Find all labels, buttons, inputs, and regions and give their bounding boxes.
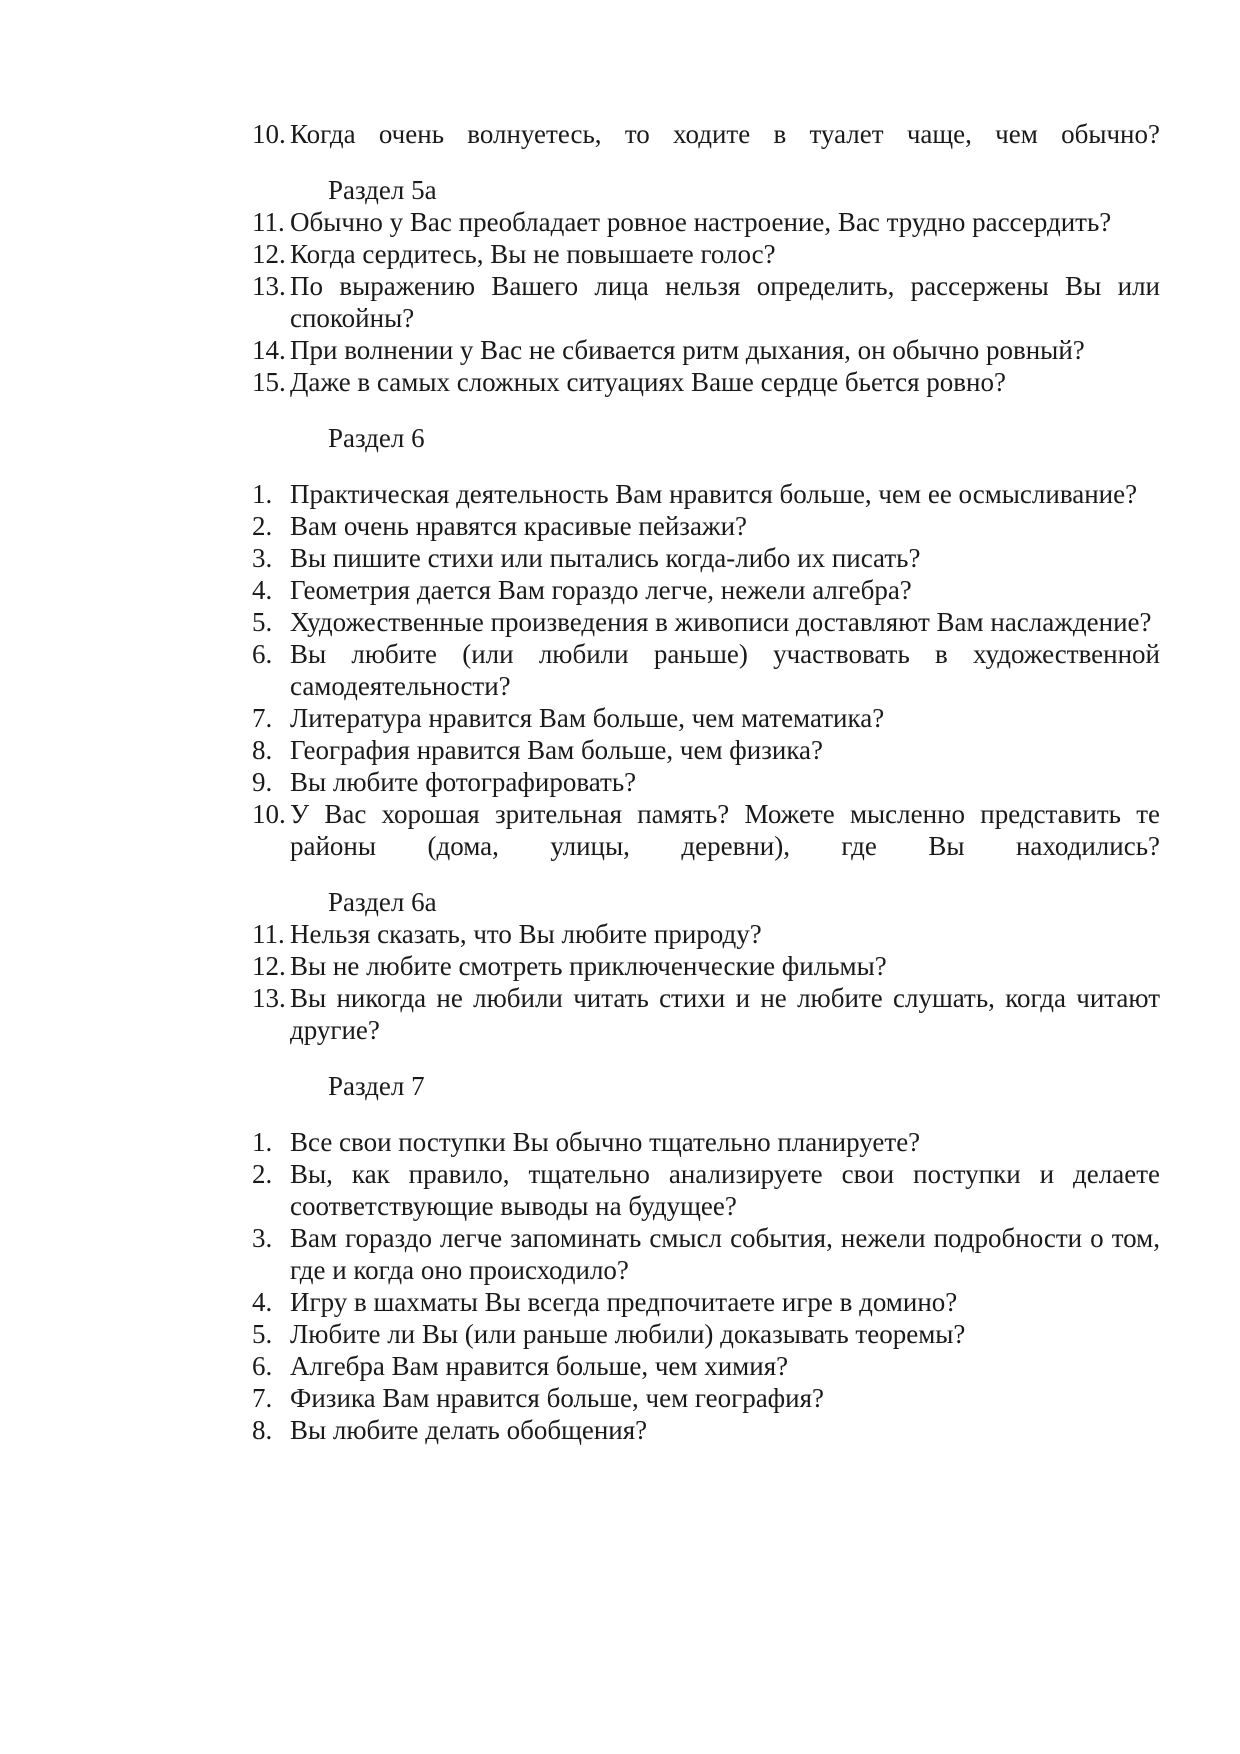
question-item xyxy=(252,1158,1160,1222)
question-text: Геометрия дается Вам гораздо легче, нежели алгебра? xyxy=(290,575,912,605)
question-text: У Вас хорошая зрительная память? Можете мысленно представить те районы (дома, улицы, деревни), где Вы находились? xyxy=(290,799,1160,861)
question-item xyxy=(252,118,1160,150)
question-text: Литература нравится Вам больше, чем математика? xyxy=(290,703,885,733)
question-item xyxy=(252,574,1160,606)
question-text: Алгебра Вам нравится больше, чем химия? xyxy=(290,1351,789,1381)
question-number: 10. xyxy=(252,799,286,829)
question-number: 3. xyxy=(252,543,273,573)
question-item xyxy=(252,478,1160,510)
question-item xyxy=(252,734,1160,766)
question-item xyxy=(252,982,1160,1046)
question-item xyxy=(252,798,1160,862)
question-number: 1. xyxy=(252,1127,273,1157)
question-text: География нравится Вам больше, чем физика? xyxy=(290,735,824,765)
question-number: 5. xyxy=(252,607,273,637)
question-number: 5. xyxy=(252,1319,273,1349)
question-text: Когда сердитесь, Вы не повышаете голос? xyxy=(290,239,776,269)
question-number: 6. xyxy=(252,1351,273,1381)
question-number: 4. xyxy=(252,575,273,605)
question-number: 7. xyxy=(252,703,273,733)
section-heading-6a: Раздел 6а xyxy=(328,887,437,917)
question-text: Когда очень волнуетесь, то ходите в туалет чаще, чем обычно? xyxy=(290,119,1160,149)
question-number: 9. xyxy=(252,767,273,797)
question-item xyxy=(252,638,1160,702)
question-item xyxy=(252,918,1160,950)
question-number: 10. xyxy=(252,119,286,149)
question-item xyxy=(252,702,1160,734)
question-text: Практическая деятельность Вам нравится больше, чем ее осмысливание? xyxy=(290,479,1138,509)
question-item xyxy=(252,1286,1160,1318)
question-text: Вы любите делать обобщения? xyxy=(290,1415,648,1445)
question-number: 11. xyxy=(252,207,285,237)
question-text: Вы никогда не любили читать стихи и не любите слушать, когда читают другие? xyxy=(290,983,1160,1045)
question-item xyxy=(252,1350,1160,1382)
question-item xyxy=(252,238,1160,270)
question-number: 2. xyxy=(252,511,273,541)
question-number: 12. xyxy=(252,951,286,981)
question-item xyxy=(252,1222,1160,1286)
question-item xyxy=(252,1318,1160,1350)
question-item xyxy=(252,206,1160,238)
question-text: По выражению Вашего лица нельзя определить, рассержены Вы или спокойны? xyxy=(290,271,1160,333)
question-text: Вы пишите стихи или пытались когда-либо их писать? xyxy=(290,543,921,573)
question-number: 3. xyxy=(252,1223,273,1253)
question-text: Вам гораздо легче запоминать смысл события, нежели подробности о том, где и когда оно происходило? xyxy=(290,1223,1160,1285)
question-item xyxy=(252,1414,1160,1446)
question-item xyxy=(252,1382,1160,1414)
question-number: 15. xyxy=(252,367,286,397)
question-text: Игру в шахматы Вы всегда предпочитаете игре в домино? xyxy=(290,1287,958,1317)
question-number: 12. xyxy=(252,239,286,269)
question-item xyxy=(252,542,1160,574)
question-number: 8. xyxy=(252,1415,273,1445)
question-text: Вы, как правило, тщательно анализируете свои поступки и делаете соответствующие выводы на будущее? xyxy=(290,1159,1160,1221)
question-text: Даже в самых сложных ситуациях Ваше сердце бьется ровно? xyxy=(290,367,1006,397)
question-number: 13. xyxy=(252,983,286,1013)
question-item xyxy=(252,270,1160,334)
question-item xyxy=(252,766,1160,798)
question-number: 1. xyxy=(252,479,273,509)
question-text: Вам очень нравятся красивые пейзажи? xyxy=(290,511,748,541)
question-text: Обычно у Вас преобладает ровное настроение, Вас трудно рассердить? xyxy=(290,207,1112,237)
question-number: 13. xyxy=(252,271,286,301)
section-heading-6: Раздел 6 xyxy=(328,423,425,453)
section-heading-5a: Раздел 5а xyxy=(328,175,437,205)
question-text: Физика Вам нравится больше, чем география? xyxy=(290,1383,825,1413)
question-number: 7. xyxy=(252,1383,273,1413)
question-item xyxy=(252,1126,1160,1158)
question-text: При волнении у Вас не сбивается ритм дыхания, он обычно ровный? xyxy=(290,335,1085,365)
questionnaire-body xyxy=(252,118,1160,1446)
question-text: Все свои поступки Вы обычно тщательно планируете? xyxy=(290,1127,921,1157)
question-number: 11. xyxy=(252,919,285,949)
question-text: Любите ли Вы (или раньше любили) доказывать теоремы? xyxy=(290,1319,966,1349)
question-number: 6. xyxy=(252,639,273,669)
question-text: Вы любите (или любили раньше) участвовать в художественной самодеятельности? xyxy=(290,639,1160,701)
question-number: 2. xyxy=(252,1159,273,1189)
question-item xyxy=(252,334,1160,366)
question-item xyxy=(252,950,1160,982)
question-text: Художественные произведения в живописи доставляют Вам наслаждение? xyxy=(290,607,1152,637)
question-item xyxy=(252,606,1160,638)
section-heading-7: Раздел 7 xyxy=(328,1071,425,1101)
question-text: Нельзя сказать, что Вы любите природу? xyxy=(290,919,762,949)
question-item xyxy=(252,510,1160,542)
question-number: 4. xyxy=(252,1287,273,1317)
question-text: Вы любите фотографировать? xyxy=(290,767,637,797)
question-item xyxy=(252,366,1160,398)
question-number: 14. xyxy=(252,335,286,365)
question-text: Вы не любите смотреть приключенческие фильмы? xyxy=(290,951,887,981)
question-number: 8. xyxy=(252,735,273,765)
